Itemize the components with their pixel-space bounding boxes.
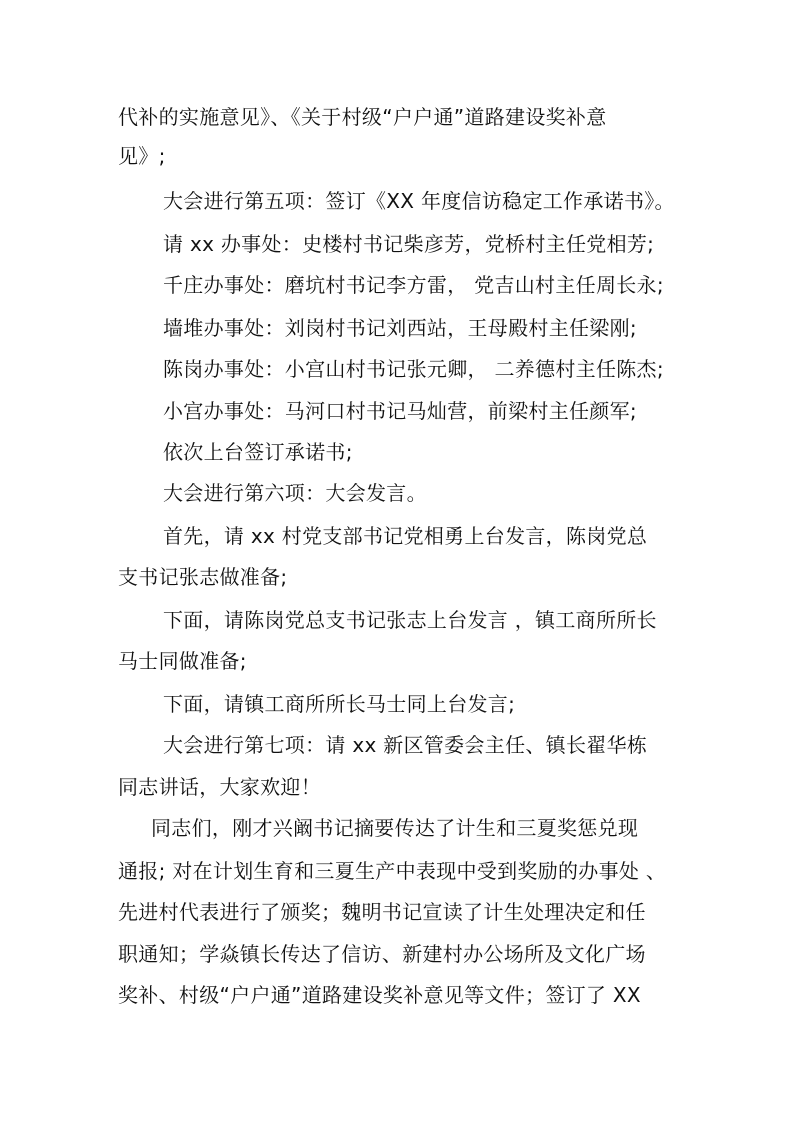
text-line: 墙堆办事处：刘岗村书记刘西站，王母殿村主任梁刚; (163, 316, 637, 340)
text-line: 下面，请陈岗党总支书记张志上台发言 ，镇工商所所长 (163, 608, 657, 632)
text-line: 支书记张志做准备; (118, 565, 288, 589)
text-line: 代补的实施意见》、《关于村级“户户通”道路建设奖补意 (118, 105, 607, 129)
text-line: 同志们，刚才兴阚书记摘要传达了计生和三夏奖惩兑现 (151, 816, 639, 840)
text-line: 马士同做准备; (118, 649, 247, 673)
text-line: 通报; 对在计划生育和三夏生产中表现中受到奖励的办事处 、 (118, 859, 667, 883)
text-line: 奖补、村级“户户通”道路建设奖补意见等文件；签订了 XX (118, 983, 641, 1007)
text-line: 同志讲话，大家欢迎！ (118, 775, 321, 799)
text-line: 大会进行第七项：请 xx 新区管委会主任、镇长翟华栋 (163, 733, 648, 757)
text-line: 陈岗办事处：小宫山村书记张元卿， 二养德村主任陈杰; (163, 357, 664, 381)
text-line: 小宫办事处：马河口村书记马灿营，前梁村主任颜军; (163, 399, 637, 423)
text-line: 首先，请 xx 村党支部书记党相勇上台发言，陈岗党总 (163, 524, 648, 548)
text-line: 见》; (118, 144, 166, 168)
text-line: 请 xx 办事处：史楼村书记柴彦芳，党桥村主任党相芳; (163, 232, 655, 256)
text-line: 千庄办事处：磨坑村书记李方雷， 党吉山村主任周长永; (163, 273, 664, 297)
text-line: 职通知；学焱镇长传达了信访、新建村办公场所及文化广场 (118, 942, 646, 966)
text-line: 大会进行第六项：大会发言。 (163, 481, 427, 505)
text-line: 大会进行第五项：签订《XX 年度信访稳定工作承诺书》。 (163, 189, 675, 213)
text-line: 先进村代表进行了颁奖；魏明书记宣读了计生处理决定和任 (118, 900, 646, 924)
text-line: 依次上台签订承诺书; (163, 440, 353, 464)
text-line: 下面，请镇工商所所长马士同上台发言; (163, 692, 516, 716)
